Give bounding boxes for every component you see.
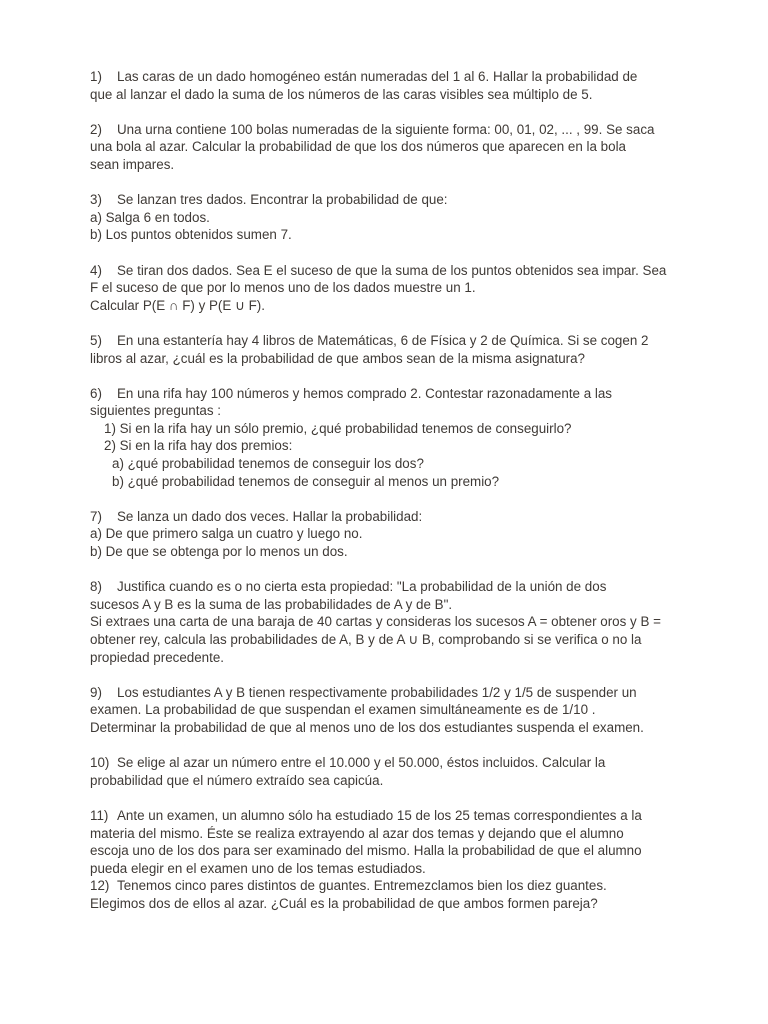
problem-line: sean impares.	[90, 156, 175, 172]
problem-line: probabilidad que el número extraído sea capicúa.	[90, 772, 384, 788]
problem-text: Se elige al azar un número entre el 10.000 y el 50.000, éstos incluidos. Calcular la	[117, 755, 606, 771]
problem-line: Determinar la probabilidad de que al menos uno de los dos estudiantes suspenda el examen.	[90, 719, 644, 735]
problem-subitem: b) Los puntos obtenidos sumen 7.	[90, 227, 292, 243]
problem-8	[90, 578, 700, 666]
problem-text: Las caras de un dado homogéneo están numeradas del 1 al 6. Hallar la probabilidad de	[117, 69, 638, 84]
problem-text: Ante un examen, un alumno sólo ha estudiado 15 de los 25 temas correspondientes a la	[117, 807, 642, 823]
problem-line: obtener rey, calcula las probabilidades de A, B y de A ∪ B, comprobando si se verifica o no la	[90, 632, 642, 647]
problem-line: Calcular P(E ∩ F) y P(E ∪ F).	[90, 297, 265, 313]
problem-subitem: a) De que primero salga un cuatro y luego no.	[90, 526, 363, 542]
problem-number: 12)	[90, 878, 110, 894]
problem-9	[90, 684, 700, 737]
problem-line	[90, 262, 700, 280]
problem-4	[90, 262, 700, 315]
problem-line: siguientes preguntas :	[90, 403, 222, 419]
problem-5	[90, 332, 700, 367]
problem-10	[90, 754, 700, 789]
problem-subitem: 1) Si en la rifa hay un sólo premio, ¿qué probabilidad tenemos de conseguirlo?	[104, 420, 572, 436]
problem-line	[90, 191, 700, 209]
problem-line: que al lanzar el dado la suma de los números de las caras visibles sea múltiplo de 5.	[90, 86, 593, 102]
problem-line	[90, 332, 700, 350]
problem-number: 8)	[90, 579, 102, 595]
problem-text: Se lanzan tres dados. Encontrar la probabilidad de que:	[117, 192, 448, 208]
problem-number: 3)	[90, 192, 102, 208]
problem-6	[90, 385, 700, 491]
problem-line	[90, 684, 700, 702]
problem-line	[90, 754, 700, 772]
problem-line: sucesos A y B es la suma de las probabilidades de A y de B".	[90, 596, 453, 612]
problem-number: 11)	[90, 807, 109, 823]
problem-number: 4)	[90, 262, 102, 278]
problem-number: 5)	[90, 332, 102, 348]
problem-text: Tenemos cinco pares distintos de guantes. Entremezclamos bien los diez guantes.	[117, 878, 607, 894]
problem-11	[90, 807, 700, 877]
problem-line: propiedad precedente.	[90, 649, 225, 665]
problem-number: 10)	[90, 755, 110, 771]
document-page	[90, 68, 700, 930]
problem-line: Elegimos dos de ellos al azar. ¿Cuál es la probabilidad de que ambos formen pareja?	[90, 895, 598, 911]
problem-line	[90, 877, 700, 895]
problem-line	[90, 385, 700, 403]
problem-number: 9)	[90, 684, 102, 700]
problem-number: 7)	[90, 508, 102, 524]
problem-subitem: a) ¿qué probabilidad tenemos de conseguir los dos?	[112, 456, 424, 472]
problem-text: En una estantería hay 4 libros de Matemáticas, 6 de Física y 2 de Química. Si se cogen 2	[117, 332, 649, 348]
problem-text: Una urna contiene 100 bolas numeradas de la siguiente forma: 00, 01, 02, ... , 99. Se saca	[117, 121, 655, 137]
problem-number: 2)	[90, 121, 102, 137]
problem-text: Se tiran dos dados. Sea E el suceso de que la suma de los puntos obtenidos sea impar. Sea	[117, 262, 667, 278]
problem-line: una bola al azar. Calcular la probabilidad de que los dos números que aparecen en la bola	[90, 139, 626, 155]
problem-line: pueda elegir en el examen uno de los temas estudiados.	[90, 860, 426, 876]
problem-subitem: b) De que se obtenga por lo menos un dos.	[90, 544, 348, 560]
problem-2	[90, 121, 700, 174]
problem-3	[90, 191, 700, 244]
problem-line: libros al azar, ¿cuál es la probabilidad de que ambos sean de la misma asignatura?	[90, 350, 585, 366]
problem-number: 6)	[90, 385, 102, 401]
problem-line: escoja uno de los dos para ser examinado del mismo. Halla la probabilidad de que el alumno	[90, 843, 642, 859]
problem-line	[90, 68, 700, 86]
problem-subitem: 2) Si en la rifa hay dos premios:	[104, 438, 293, 454]
problem-number: 1)	[90, 69, 102, 84]
problem-line	[90, 508, 700, 526]
problem-line: materia del mismo. Éste se realiza extrayendo al azar dos temas y dejando que el alumno	[90, 825, 624, 841]
problem-text: Los estudiantes A y B tienen respectivamente probabilidades 1/2 y 1/5 de suspender un	[117, 684, 637, 700]
problem-line	[90, 578, 700, 596]
problem-text: Se lanza un dado dos veces. Hallar la probabilidad:	[117, 508, 423, 524]
problem-7	[90, 508, 700, 561]
problem-line: F el suceso de que por lo menos uno de los dados muestre un 1.	[90, 280, 476, 296]
problem-subitem: a) Salga 6 en todos.	[90, 209, 210, 225]
problem-text: Justifica cuando es o no cierta esta propiedad: "La probabilidad de la unión de dos	[117, 579, 607, 595]
problem-1	[90, 68, 700, 103]
problem-text: En una rifa hay 100 números y hemos comprado 2. Contestar razonadamente a las	[117, 385, 612, 401]
problem-subitem: b) ¿qué probabilidad tenemos de conseguir al menos un premio?	[112, 473, 500, 489]
problem-line: examen. La probabilidad de que suspendan el examen simultáneamente es de 1/10 .	[90, 702, 596, 718]
problem-line	[90, 121, 700, 139]
problem-line: Si extraes una carta de una baraja de 40 cartas y consideras los sucesos A = obtener oros y B =	[90, 614, 661, 630]
problem-12	[90, 877, 700, 912]
problem-line	[90, 807, 700, 825]
